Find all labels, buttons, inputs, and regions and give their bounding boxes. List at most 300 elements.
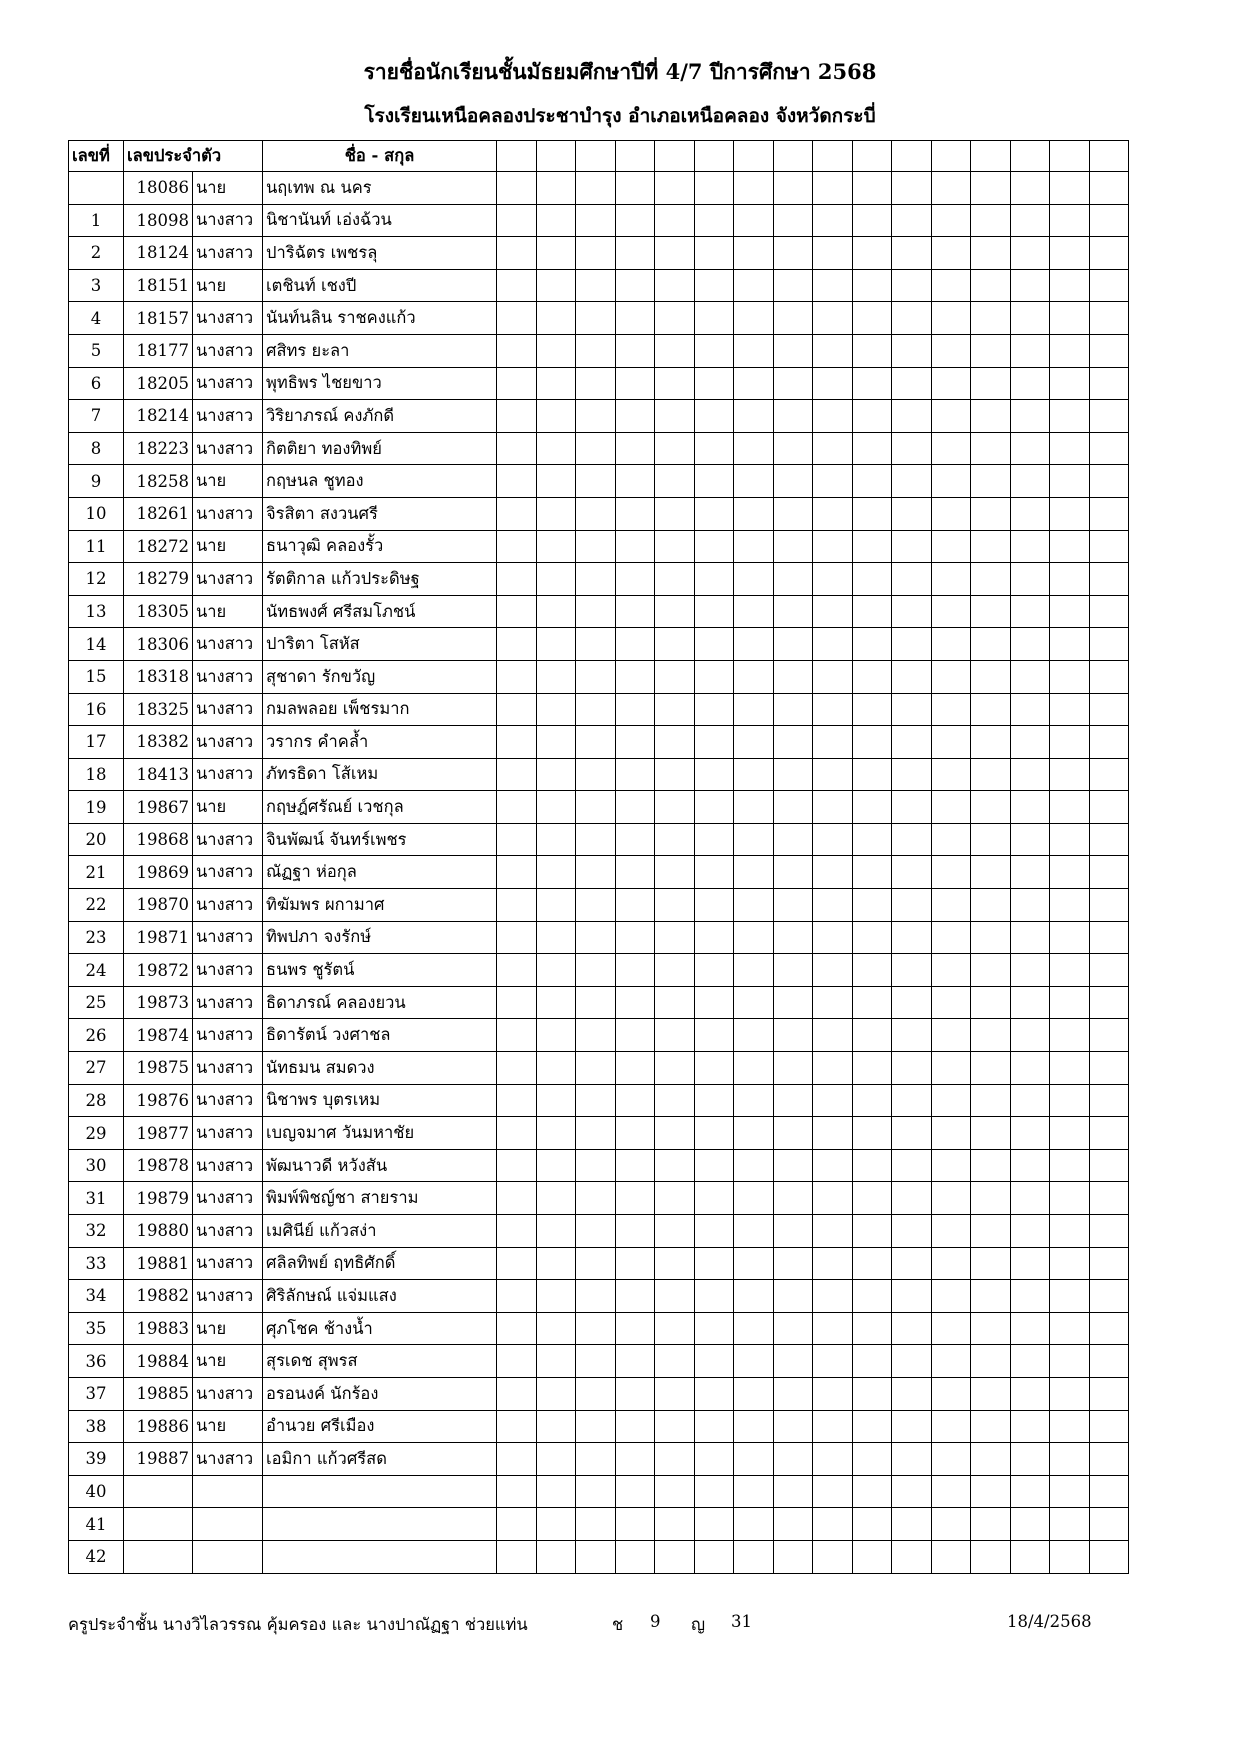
check-cell <box>852 530 892 563</box>
check-cell <box>536 465 576 498</box>
check-cell <box>1010 791 1050 824</box>
check-cell <box>615 367 655 400</box>
check-cell <box>1050 823 1090 856</box>
check-cell <box>1010 1540 1050 1573</box>
check-cell <box>615 823 655 856</box>
student-id: 18177 <box>124 334 193 367</box>
check-cell <box>852 1019 892 1052</box>
check-cell <box>1010 1345 1050 1378</box>
check-cell <box>536 889 576 922</box>
check-cell <box>536 1117 576 1150</box>
check-cell <box>1050 954 1090 987</box>
check-cell <box>734 172 774 205</box>
check-cell <box>1010 302 1050 335</box>
check-cell <box>1050 1084 1090 1117</box>
check-cell <box>655 1345 695 1378</box>
check-cell <box>1050 1540 1090 1573</box>
student-prefix: นางสาว <box>193 823 263 856</box>
check-cell <box>1089 1149 1129 1182</box>
check-cell <box>1010 204 1050 237</box>
table-row <box>69 1149 1129 1182</box>
student-prefix: นางสาว <box>193 1117 263 1150</box>
check-cell <box>892 889 932 922</box>
student-number: 12 <box>69 563 124 596</box>
student-id: 18325 <box>124 693 193 726</box>
check-cell <box>892 986 932 1019</box>
student-number: 41 <box>69 1508 124 1541</box>
check-column-header <box>694 141 734 172</box>
check-cell <box>576 334 616 367</box>
check-cell <box>1010 1377 1050 1410</box>
check-cell <box>892 1247 932 1280</box>
check-cell <box>852 1215 892 1248</box>
student-id: 19876 <box>124 1084 193 1117</box>
check-cell <box>576 1182 616 1215</box>
check-cell <box>971 269 1011 302</box>
check-cell <box>536 1312 576 1345</box>
check-cell <box>1089 1247 1129 1280</box>
school-subtitle: โรงเรียนเหนือคลองประชาบำรุง อำเภอเหนือคลอง จังหวัดกระบี่ <box>364 105 876 127</box>
check-cell <box>1010 758 1050 791</box>
check-cell <box>773 889 813 922</box>
check-cell <box>1050 1280 1090 1313</box>
check-cell <box>615 1247 655 1280</box>
check-cell <box>497 1117 537 1150</box>
table-row <box>69 1182 1129 1215</box>
check-cell <box>734 334 774 367</box>
check-cell <box>615 1540 655 1573</box>
check-cell <box>971 1215 1011 1248</box>
student-number: 23 <box>69 921 124 954</box>
student-number: 5 <box>69 334 124 367</box>
check-cell <box>734 1215 774 1248</box>
student-prefix: นางสาว <box>193 1084 263 1117</box>
table-row <box>69 334 1129 367</box>
check-cell <box>497 237 537 270</box>
check-cell <box>497 1215 537 1248</box>
check-cell <box>734 1247 774 1280</box>
student-number: 34 <box>69 1280 124 1313</box>
check-cell <box>694 1508 734 1541</box>
check-cell <box>931 1540 971 1573</box>
check-cell <box>576 204 616 237</box>
check-cell <box>1010 1410 1050 1443</box>
check-cell <box>931 1312 971 1345</box>
check-cell <box>497 1443 537 1476</box>
check-cell <box>852 823 892 856</box>
check-cell <box>1010 563 1050 596</box>
table-row <box>69 791 1129 824</box>
check-cell <box>497 1475 537 1508</box>
check-cell <box>773 1475 813 1508</box>
student-name: ธนาวุฒิ คลองรั้ว <box>263 530 497 563</box>
check-cell <box>536 1149 576 1182</box>
check-cell <box>497 1312 537 1345</box>
check-cell <box>615 1117 655 1150</box>
check-cell <box>892 595 932 628</box>
student-prefix: นาย <box>193 595 263 628</box>
check-cell <box>971 237 1011 270</box>
check-cell <box>734 889 774 922</box>
check-cell <box>497 1149 537 1182</box>
student-name: วรากร คำคล้ำ <box>263 726 497 759</box>
check-cell <box>655 628 695 661</box>
check-cell <box>734 693 774 726</box>
check-cell <box>1050 1182 1090 1215</box>
student-roster-table <box>68 140 1129 1574</box>
table-row <box>69 758 1129 791</box>
check-cell <box>892 954 932 987</box>
check-cell <box>931 1508 971 1541</box>
check-cell <box>497 921 537 954</box>
check-cell <box>1010 889 1050 922</box>
check-cell <box>852 302 892 335</box>
check-cell <box>694 204 734 237</box>
check-cell <box>1089 1475 1129 1508</box>
check-cell <box>1089 1019 1129 1052</box>
check-cell <box>1089 432 1129 465</box>
check-cell <box>655 693 695 726</box>
student-id: 18258 <box>124 465 193 498</box>
check-cell <box>1010 1280 1050 1313</box>
check-cell <box>694 1475 734 1508</box>
student-prefix <box>193 1475 263 1508</box>
check-cell <box>655 660 695 693</box>
check-cell <box>1089 1443 1129 1476</box>
check-cell <box>734 595 774 628</box>
check-cell <box>773 1215 813 1248</box>
check-cell <box>576 1508 616 1541</box>
check-cell <box>892 237 932 270</box>
check-cell <box>1089 986 1129 1019</box>
check-cell <box>734 1084 774 1117</box>
check-cell <box>576 1377 616 1410</box>
check-cell <box>655 889 695 922</box>
student-prefix: นางสาว <box>193 1377 263 1410</box>
check-cell <box>1050 497 1090 530</box>
check-cell <box>971 628 1011 661</box>
check-cell <box>971 1475 1011 1508</box>
check-cell <box>971 1377 1011 1410</box>
table-row <box>69 497 1129 530</box>
student-id: 18151 <box>124 269 193 302</box>
check-cell <box>576 400 616 433</box>
check-cell <box>1010 823 1050 856</box>
check-cell <box>892 791 932 824</box>
student-prefix: นางสาว <box>193 628 263 661</box>
check-cell <box>773 1247 813 1280</box>
student-name: รัตติกาล แก้วประดิษฐ <box>263 563 497 596</box>
check-cell <box>971 823 1011 856</box>
check-cell <box>615 758 655 791</box>
check-cell <box>931 726 971 759</box>
check-cell <box>773 367 813 400</box>
check-cell <box>773 660 813 693</box>
student-number: 39 <box>69 1443 124 1476</box>
table-row <box>69 367 1129 400</box>
check-cell <box>813 432 853 465</box>
check-cell <box>734 367 774 400</box>
check-cell <box>1089 726 1129 759</box>
student-number: 35 <box>69 1312 124 1345</box>
student-prefix: นาย <box>193 530 263 563</box>
check-cell <box>773 400 813 433</box>
check-cell <box>852 465 892 498</box>
student-number: 21 <box>69 856 124 889</box>
check-cell <box>1050 628 1090 661</box>
check-cell <box>931 693 971 726</box>
student-number: 2 <box>69 237 124 270</box>
check-cell <box>1050 1247 1090 1280</box>
check-cell <box>813 1508 853 1541</box>
check-cell <box>773 1443 813 1476</box>
print-date: 18/4/2568 <box>1007 1612 1092 1631</box>
check-cell <box>497 530 537 563</box>
table-row <box>69 595 1129 628</box>
check-cell <box>734 954 774 987</box>
student-id: 19870 <box>124 889 193 922</box>
check-cell <box>536 302 576 335</box>
check-cell <box>931 1475 971 1508</box>
check-cell <box>813 1443 853 1476</box>
check-cell <box>971 1247 1011 1280</box>
check-cell <box>971 1508 1011 1541</box>
table-row <box>69 1052 1129 1085</box>
student-prefix: นางสาว <box>193 889 263 922</box>
check-cell <box>813 1247 853 1280</box>
check-cell <box>971 693 1011 726</box>
check-cell <box>1050 1215 1090 1248</box>
check-cell <box>892 823 932 856</box>
check-cell <box>971 367 1011 400</box>
check-cell <box>892 1280 932 1313</box>
student-id: 18305 <box>124 595 193 628</box>
check-cell <box>773 334 813 367</box>
check-cell <box>813 628 853 661</box>
check-cell <box>773 1052 813 1085</box>
check-cell <box>615 889 655 922</box>
check-cell <box>852 660 892 693</box>
check-cell <box>892 302 932 335</box>
check-cell <box>497 791 537 824</box>
check-cell <box>536 1247 576 1280</box>
check-cell <box>892 269 932 302</box>
check-cell <box>1050 921 1090 954</box>
check-cell <box>1050 595 1090 628</box>
table-row <box>69 465 1129 498</box>
check-cell <box>892 367 932 400</box>
check-cell <box>852 400 892 433</box>
check-cell <box>615 172 655 205</box>
student-number: 1 <box>69 204 124 237</box>
student-name: กฤษนล ชูทอง <box>263 465 497 498</box>
student-name: นิชานันท์ เอ่งฉ้วน <box>263 204 497 237</box>
header-number: เลขที่ <box>69 141 124 172</box>
check-cell <box>576 954 616 987</box>
student-number: 13 <box>69 595 124 628</box>
check-cell <box>615 595 655 628</box>
check-cell <box>852 563 892 596</box>
check-cell <box>694 628 734 661</box>
check-column-header <box>536 141 576 172</box>
student-prefix: นางสาว <box>193 1215 263 1248</box>
student-number: 24 <box>69 954 124 987</box>
student-number: 18 <box>69 758 124 791</box>
check-cell <box>813 1410 853 1443</box>
female-label: ญ <box>691 1615 706 1634</box>
check-cell <box>813 563 853 596</box>
student-prefix: นาย <box>193 465 263 498</box>
check-cell <box>1010 530 1050 563</box>
check-cell <box>576 758 616 791</box>
check-cell <box>734 1540 774 1573</box>
student-name: พุทธิพร ไชยขาว <box>263 367 497 400</box>
student-prefix: นาย <box>193 172 263 205</box>
check-column-header <box>892 141 932 172</box>
check-cell <box>694 758 734 791</box>
check-cell <box>497 1280 537 1313</box>
check-cell <box>734 1475 774 1508</box>
student-id: 18261 <box>124 497 193 530</box>
check-cell <box>536 563 576 596</box>
student-number: 19 <box>69 791 124 824</box>
student-number: 16 <box>69 693 124 726</box>
check-cell <box>615 497 655 530</box>
check-cell <box>655 367 695 400</box>
student-id: 19875 <box>124 1052 193 1085</box>
check-cell <box>1089 1345 1129 1378</box>
check-cell <box>773 563 813 596</box>
table-row <box>69 954 1129 987</box>
check-cell <box>615 1182 655 1215</box>
check-cell <box>892 921 932 954</box>
check-cell <box>694 1149 734 1182</box>
check-cell <box>971 563 1011 596</box>
check-cell <box>734 823 774 856</box>
check-cell <box>813 856 853 889</box>
student-id: 19886 <box>124 1410 193 1443</box>
check-cell <box>694 1280 734 1313</box>
check-cell <box>852 367 892 400</box>
check-cell <box>971 595 1011 628</box>
student-prefix: นางสาว <box>193 1052 263 1085</box>
check-cell <box>1050 1475 1090 1508</box>
check-cell <box>1089 1215 1129 1248</box>
check-cell <box>576 563 616 596</box>
check-cell <box>655 1377 695 1410</box>
check-cell <box>773 986 813 1019</box>
student-number: 20 <box>69 823 124 856</box>
check-cell <box>1089 204 1129 237</box>
check-cell <box>1050 563 1090 596</box>
check-cell <box>536 758 576 791</box>
check-cell <box>536 1019 576 1052</box>
check-cell <box>655 1052 695 1085</box>
check-cell <box>852 237 892 270</box>
check-cell <box>1010 693 1050 726</box>
check-cell <box>497 172 537 205</box>
student-id: 19868 <box>124 823 193 856</box>
table-row <box>69 1312 1129 1345</box>
check-cell <box>931 1247 971 1280</box>
check-cell <box>615 1345 655 1378</box>
check-cell <box>1050 1149 1090 1182</box>
table-header-row <box>69 141 1129 172</box>
student-name: ธนพร ชูรัตน์ <box>263 954 497 987</box>
check-cell <box>655 986 695 1019</box>
check-cell <box>1089 758 1129 791</box>
student-number: 29 <box>69 1117 124 1150</box>
student-id: 18279 <box>124 563 193 596</box>
check-cell <box>734 1377 774 1410</box>
check-cell <box>734 400 774 433</box>
check-cell <box>536 172 576 205</box>
check-cell <box>971 400 1011 433</box>
student-number: 22 <box>69 889 124 922</box>
check-cell <box>773 1508 813 1541</box>
check-cell <box>1050 1508 1090 1541</box>
header-name: ชื่อ - สกุล <box>263 141 497 172</box>
table-row <box>69 530 1129 563</box>
student-number: 8 <box>69 432 124 465</box>
check-cell <box>1089 1410 1129 1443</box>
check-cell <box>655 432 695 465</box>
check-cell <box>694 1117 734 1150</box>
check-cell <box>615 204 655 237</box>
check-cell <box>813 237 853 270</box>
check-cell <box>931 1280 971 1313</box>
student-id: 19874 <box>124 1019 193 1052</box>
check-cell <box>694 660 734 693</box>
student-id: 18272 <box>124 530 193 563</box>
check-cell <box>576 791 616 824</box>
check-cell <box>773 726 813 759</box>
check-cell <box>615 302 655 335</box>
check-cell <box>615 269 655 302</box>
student-prefix: นางสาว <box>193 204 263 237</box>
student-name: ธิดารัตน์ วงศาชล <box>263 1019 497 1052</box>
check-cell <box>497 1052 537 1085</box>
student-name: เตชินท์ เชงปี <box>263 269 497 302</box>
check-cell <box>773 1377 813 1410</box>
check-cell <box>694 1345 734 1378</box>
student-id: 19878 <box>124 1149 193 1182</box>
check-cell <box>773 954 813 987</box>
check-cell <box>892 1215 932 1248</box>
student-prefix: นางสาว <box>193 986 263 1019</box>
check-cell <box>576 269 616 302</box>
check-cell <box>1010 237 1050 270</box>
student-number: 40 <box>69 1475 124 1508</box>
check-cell <box>1089 1312 1129 1345</box>
student-id: 18223 <box>124 432 193 465</box>
check-cell <box>694 856 734 889</box>
student-number: 42 <box>69 1540 124 1573</box>
check-cell <box>813 1052 853 1085</box>
check-cell <box>892 1149 932 1182</box>
check-cell <box>694 954 734 987</box>
check-cell <box>576 432 616 465</box>
student-prefix: นางสาว <box>193 726 263 759</box>
check-cell <box>576 1084 616 1117</box>
check-cell <box>576 595 616 628</box>
check-cell <box>892 1443 932 1476</box>
check-cell <box>536 400 576 433</box>
check-cell <box>694 400 734 433</box>
check-cell <box>852 1508 892 1541</box>
check-cell <box>576 237 616 270</box>
check-cell <box>931 1149 971 1182</box>
